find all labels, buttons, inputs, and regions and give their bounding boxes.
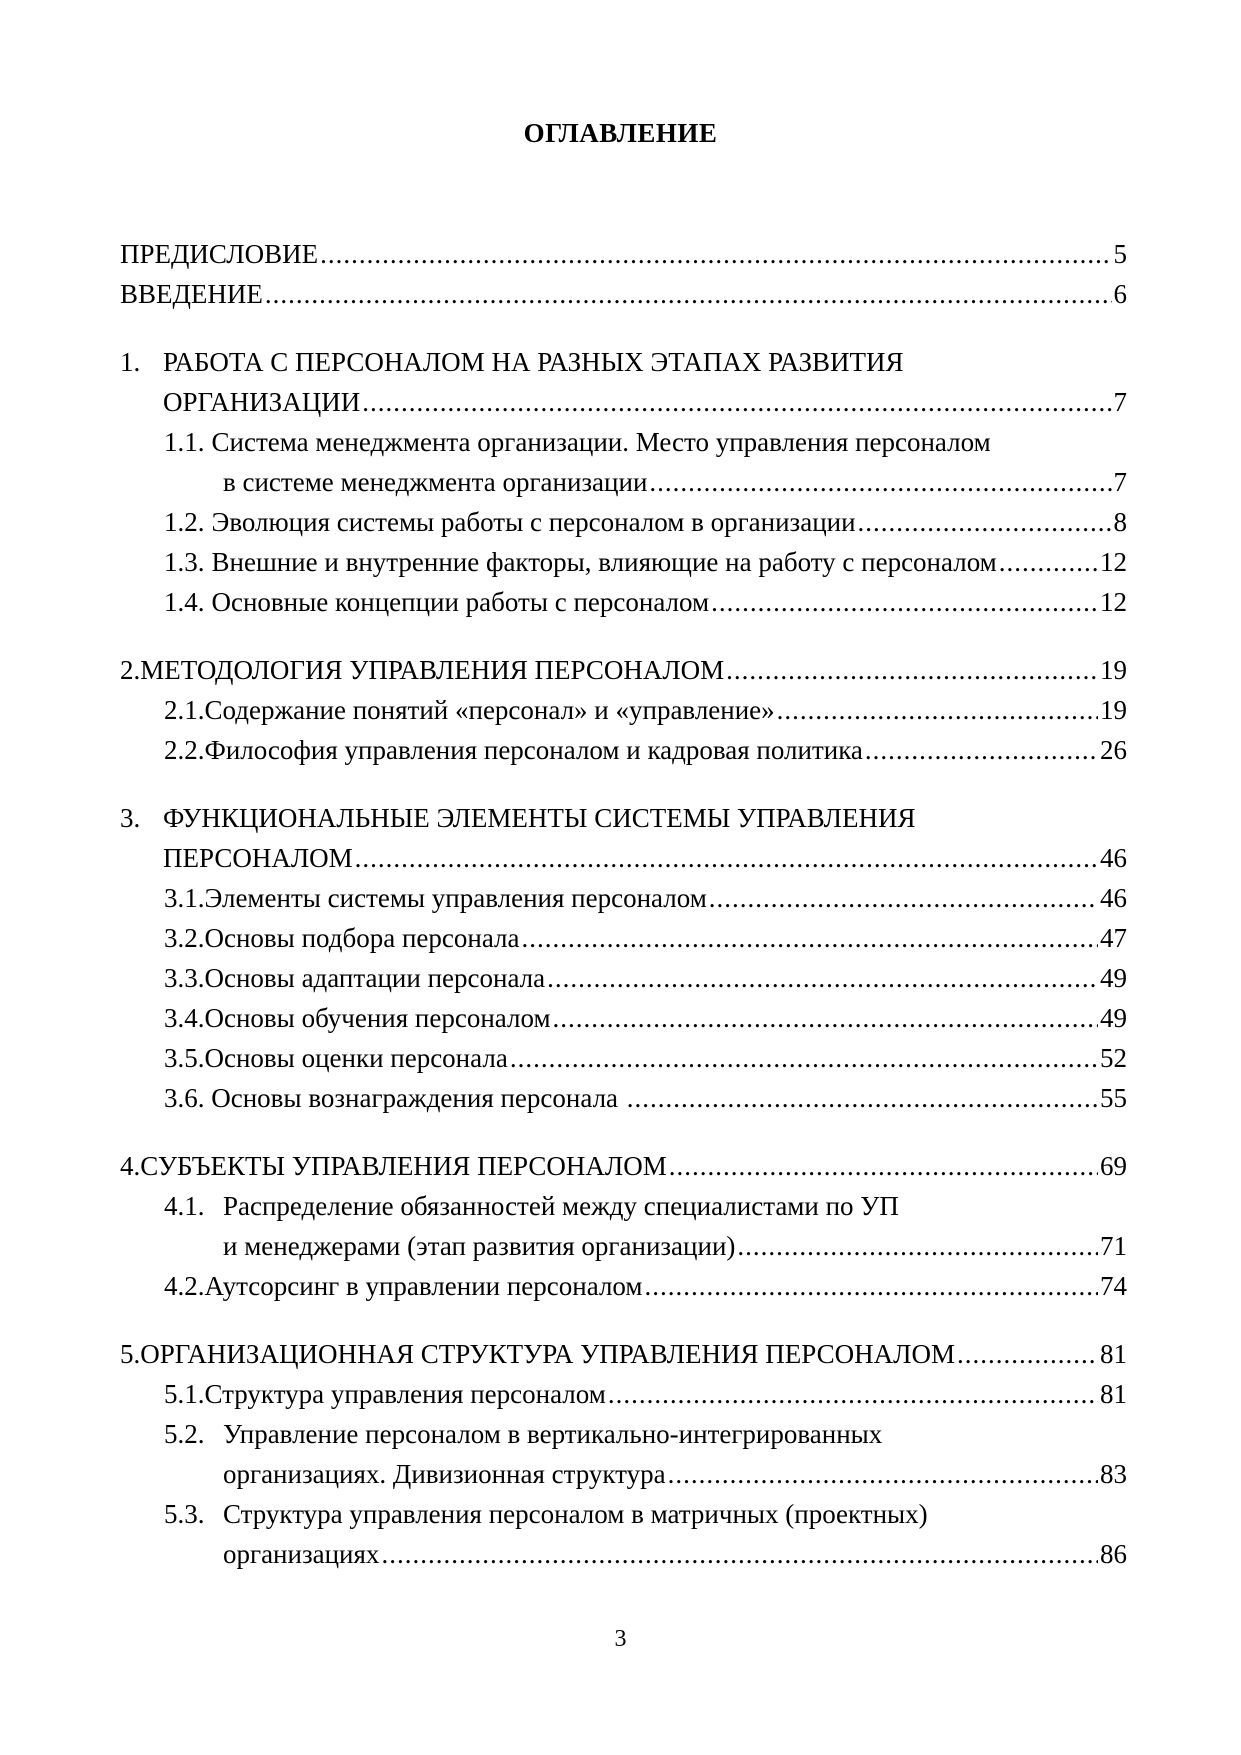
dot-leader xyxy=(355,838,1098,878)
dot-leader xyxy=(627,1078,1098,1118)
toc-entry-title: Философия управления персоналом и кадровая политика xyxy=(204,735,863,765)
toc-entry-title: Содержание понятий «персонал» и «управление» xyxy=(204,695,775,725)
toc-entry-chapter-2[interactable] xyxy=(120,650,1127,690)
dot-leader xyxy=(645,1266,1099,1306)
toc-entry-title-continued: организациях. Дивизионная структура xyxy=(223,1459,666,1489)
toc-entry-title: Основы оценки персонала xyxy=(204,1043,508,1073)
dot-leader xyxy=(265,274,1112,314)
toc-entry-title: Элементы системы управления персоналом xyxy=(204,883,707,913)
toc-entry-page: 19 xyxy=(1100,655,1127,685)
toc-entry-number: 3.6. xyxy=(164,1083,205,1113)
toc-entry-page: 49 xyxy=(1100,1003,1127,1033)
toc-entry-page: 69 xyxy=(1100,1151,1127,1181)
toc-entry-title: Основные концепции работы с персоналом xyxy=(211,587,710,617)
dot-leader xyxy=(510,1038,1098,1078)
toc-entry-number: 5.3. xyxy=(164,1499,205,1529)
toc-entry-section-1-1[interactable] xyxy=(120,422,1127,502)
toc-entry-page: 49 xyxy=(1100,963,1127,993)
page-number: 3 xyxy=(614,1626,627,1652)
toc-entry-number: 3.5. xyxy=(164,1043,205,1073)
toc-entry-page: 74 xyxy=(1100,1271,1127,1301)
toc-entry-section-1-2[interactable] xyxy=(120,502,1127,542)
toc-entry-section-4-2[interactable] xyxy=(120,1266,1127,1306)
toc-entry-title: Структура управления персоналом в матричных (проектных) xyxy=(223,1499,928,1529)
toc-entry-number: 5. xyxy=(120,1339,141,1369)
toc-entry-number: 1.4. xyxy=(164,587,205,617)
toc-entry-number: 1. xyxy=(120,347,141,377)
toc-entry-title: МЕТОДОЛОГИЯ УПРАВЛЕНИЯ ПЕРСОНАЛОМ xyxy=(140,655,725,685)
toc-entry-page: 81 xyxy=(1100,1339,1127,1369)
toc-entry-page: 8 xyxy=(1113,507,1127,537)
dot-leader xyxy=(737,1226,1098,1266)
toc-entry-number: 3.2. xyxy=(164,923,205,953)
toc-entry-page: 26 xyxy=(1100,735,1127,765)
toc-entry-title: РАБОТА С ПЕРСОНАЛОМ НА РАЗНЫХ ЭТАПАХ РАЗВИТИЯ xyxy=(163,347,904,377)
toc-entry-title: Структура управления персоналом xyxy=(204,1379,606,1409)
table-of-contents xyxy=(120,234,1127,1574)
toc-entry-page: 12 xyxy=(1100,547,1127,577)
dot-leader xyxy=(726,650,1098,690)
dot-leader xyxy=(649,462,1111,502)
toc-entry-number: 1.2. xyxy=(164,507,205,537)
dot-leader xyxy=(522,918,1099,958)
toc-entry-section-3-3[interactable] xyxy=(120,958,1127,998)
toc-entry-title: Управление персоналом в вертикально-интегрированных xyxy=(223,1419,883,1449)
toc-entry-number: 3.4. xyxy=(164,1003,205,1033)
toc-entry-number: 3. xyxy=(120,803,141,833)
dot-leader xyxy=(999,542,1098,582)
toc-entry-title: Основы обучения персоналом xyxy=(204,1003,551,1033)
dot-leader xyxy=(608,1374,1098,1414)
toc-entry-number: 2.2. xyxy=(164,735,205,765)
toc-entry-number: 1.3. xyxy=(164,547,205,577)
dot-leader xyxy=(669,1146,1098,1186)
toc-entry-chapter-1[interactable] xyxy=(120,342,1127,422)
section-gap xyxy=(120,622,1127,650)
dot-leader xyxy=(668,1454,1098,1494)
toc-entry-number: 5.1. xyxy=(164,1379,205,1409)
toc-entry-number: 1.1. xyxy=(164,427,205,457)
toc-entry-section-1-4[interactable] xyxy=(120,582,1127,622)
toc-entry-section-2-2[interactable] xyxy=(120,730,1127,770)
toc-entry-section-5-1[interactable] xyxy=(120,1374,1127,1414)
toc-entry-page: 6 xyxy=(1113,279,1127,309)
toc-entry-title: Система менеджмента организации. Место управления персоналом xyxy=(211,427,991,457)
toc-entry-preface[interactable] xyxy=(120,234,1127,274)
toc-entry-page: 55 xyxy=(1100,1083,1127,1113)
toc-entry-title: ВВЕДЕНИЕ xyxy=(120,279,263,309)
toc-entry-page: 19 xyxy=(1100,695,1127,725)
dot-leader xyxy=(362,382,1111,422)
dot-leader xyxy=(381,1534,1098,1574)
toc-entry-section-5-3[interactable] xyxy=(120,1494,1127,1574)
toc-entry-page: 52 xyxy=(1100,1043,1127,1073)
toc-entry-number: 3.3. xyxy=(164,963,205,993)
toc-entry-title-continued: в системе менеджмента организации xyxy=(223,467,648,497)
toc-entry-title-continued: организациях xyxy=(223,1539,380,1569)
toc-entry-section-1-3[interactable] xyxy=(120,542,1127,582)
dot-leader xyxy=(777,690,1098,730)
toc-entry-section-5-2[interactable] xyxy=(120,1414,1127,1494)
toc-entry-number: 5.2. xyxy=(164,1419,205,1449)
toc-entry-number: 2. xyxy=(120,655,141,685)
section-gap xyxy=(120,770,1127,798)
toc-entry-title: ОРГАНИЗАЦИОННАЯ СТРУКТУРА УПРАВЛЕНИЯ ПЕРСОНАЛОМ xyxy=(140,1339,955,1369)
section-gap xyxy=(120,314,1127,342)
toc-entry-chapter-4[interactable] xyxy=(120,1146,1127,1186)
toc-entry-title: Аутсорсинг в управлении персоналом xyxy=(204,1271,643,1301)
dot-leader xyxy=(858,502,1112,542)
toc-entry-title-continued: и менеджерами (этап развития организации) xyxy=(223,1231,736,1261)
dot-leader xyxy=(320,234,1111,274)
toc-entry-number: 4.2. xyxy=(164,1271,205,1301)
toc-entry-number: 3.1. xyxy=(164,883,205,913)
toc-entry-page: 86 xyxy=(1100,1539,1127,1569)
toc-entry-page: 5 xyxy=(1113,239,1127,269)
dot-leader xyxy=(547,958,1098,998)
toc-entry-title: ФУНКЦИОНАЛЬНЫЕ ЭЛЕМЕНТЫ СИСТЕМЫ УПРАВЛЕНИЯ xyxy=(163,803,916,833)
toc-entry-page: 46 xyxy=(1100,883,1127,913)
toc-entry-title: СУБЪЕКТЫ УПРАВЛЕНИЯ ПЕРСОНАЛОМ xyxy=(140,1151,667,1181)
toc-entry-title: Основы подбора персонала xyxy=(204,923,520,953)
toc-entry-chapter-3[interactable] xyxy=(120,798,1127,878)
dot-leader xyxy=(711,582,1098,622)
toc-entry-title: Эволюция системы работы с персоналом в организации xyxy=(211,507,856,537)
toc-entry-title: Основы адаптации персонала xyxy=(204,963,546,993)
toc-entry-page: 81 xyxy=(1100,1379,1127,1409)
section-gap xyxy=(120,1306,1127,1334)
dot-leader xyxy=(865,730,1098,770)
dot-leader xyxy=(957,1334,1098,1374)
section-gap xyxy=(120,1118,1127,1146)
toc-entry-title: Основы вознаграждения персонала xyxy=(204,1083,625,1113)
toc-entry-page: 46 xyxy=(1100,843,1127,873)
toc-entry-page: 7 xyxy=(1113,387,1127,417)
toc-entry-section-3-4[interactable] xyxy=(120,998,1127,1038)
toc-entry-section-3-6[interactable] xyxy=(120,1078,1127,1118)
toc-entry-number: 4. xyxy=(120,1151,141,1181)
dot-leader xyxy=(553,998,1098,1038)
toc-entry-number: 4.1. xyxy=(164,1191,205,1221)
toc-entry-title: Внешние и внутренние факторы, влияющие на работу с персоналом xyxy=(211,547,997,577)
toc-entry-title-continued: ПЕРСОНАЛОМ xyxy=(163,843,353,873)
toc-entry-title-continued: ОРГАНИЗАЦИИ xyxy=(163,387,361,417)
toc-entry-page: 12 xyxy=(1100,587,1127,617)
dot-leader xyxy=(709,878,1098,918)
toc-entry-section-3-2[interactable] xyxy=(120,918,1127,958)
toc-entry-page: 71 xyxy=(1100,1231,1127,1261)
toc-entry-title: Распределение обязанностей между специалистами по УП xyxy=(223,1191,899,1221)
toc-entry-page: 47 xyxy=(1100,923,1127,953)
toc-entry-title: ПРЕДИСЛОВИЕ xyxy=(120,239,319,269)
toc-entry-introduction[interactable] xyxy=(120,274,1127,314)
toc-entry-section-4-1[interactable] xyxy=(120,1186,1127,1266)
toc-entry-page: 7 xyxy=(1113,467,1127,497)
toc-entry-section-3-1[interactable] xyxy=(120,878,1127,918)
toc-entry-chapter-5[interactable] xyxy=(120,1334,1127,1374)
toc-entry-page: 83 xyxy=(1100,1459,1127,1489)
toc-entry-number: 2.1. xyxy=(164,695,205,725)
toc-entry-section-2-1[interactable] xyxy=(120,690,1127,730)
toc-entry-section-3-5[interactable] xyxy=(120,1038,1127,1078)
page-title: ОГЛАВЛЕНИЕ xyxy=(523,118,718,148)
